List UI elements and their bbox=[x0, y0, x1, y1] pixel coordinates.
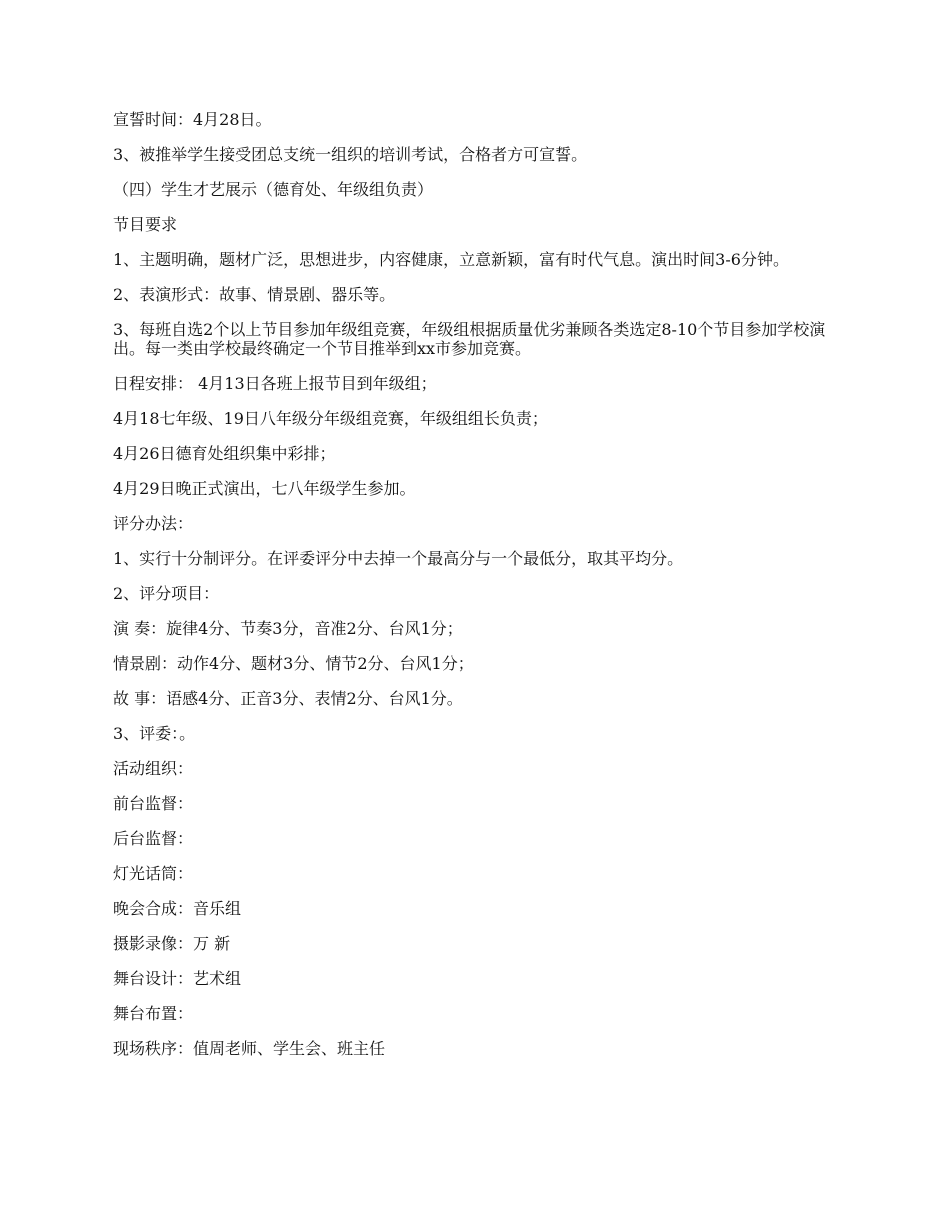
section-heading-talent-show: （四）学生才艺展示（德育处、年级组负责） bbox=[113, 180, 434, 199]
paragraph-schedule-competition: 4月18七年级、19日八年级分年级组竞赛，年级组组长负责； bbox=[113, 409, 548, 428]
paragraph-onsite-order: 现场秩序：值周老师、学生会、班主任 bbox=[113, 1039, 386, 1058]
paragraph-schedule: 日程安排： 4月13日各班上报节目到年级组； bbox=[113, 374, 437, 393]
subheading-scoring-method: 评分办法： bbox=[113, 514, 194, 533]
paragraph-score-drama: 情景剧：动作4分、题材3分、情节2分、台风1分； bbox=[113, 654, 474, 673]
paragraph-requirement-2: 2、表演形式：故事、情景剧、器乐等。 bbox=[113, 285, 396, 304]
paragraph-back-supervision: 后台监督： bbox=[113, 829, 194, 848]
paragraph-scoring-2: 2、评分项目： bbox=[113, 584, 220, 603]
paragraph-schedule-rehearsal: 4月26日德育处组织集中彩排； bbox=[113, 444, 336, 463]
paragraph-lighting-microphone: 灯光话筒： bbox=[113, 864, 194, 883]
paragraph-oath-time: 宣誓时间：4月28日。 bbox=[113, 110, 272, 129]
paragraph-activity-organization: 活动组织： bbox=[113, 759, 194, 778]
document-body bbox=[113, 110, 838, 1074]
paragraph-front-supervision: 前台监督： bbox=[113, 794, 194, 813]
paragraph-requirement-1: 1、主题明确，题材广泛，思想进步，内容健康，立意新颖，富有时代气息。演出时间3-6分钟。 bbox=[113, 250, 789, 269]
subheading-program-requirements: 节目要求 bbox=[113, 215, 178, 234]
paragraph-schedule-performance: 4月29日晚正式演出，七八年级学生参加。 bbox=[113, 479, 416, 498]
paragraph-requirement-3: 3、每班自选2个以上节目参加年级组竞赛，年级组根据质量优劣兼顾各类选定8-10个节目参加学校演出。每一类由学校最终确定一个节目推举到xx市参加竞赛。 bbox=[113, 320, 826, 358]
paragraph-scoring-1: 1、实行十分制评分。在评委评分中去掉一个最高分与一个最低分，取其平均分。 bbox=[113, 549, 684, 568]
paragraph-stage-design: 舞台设计：艺术组 bbox=[113, 969, 242, 988]
paragraph-gala-synthesis: 晚会合成：音乐组 bbox=[113, 899, 242, 918]
paragraph-photography: 摄影录像：万 新 bbox=[113, 934, 231, 953]
paragraph-score-instrumental: 演 奏：旋律4分、节奏3分，音准2分、台风1分； bbox=[113, 619, 463, 638]
paragraph-judges: 3、评委：。 bbox=[113, 724, 196, 743]
paragraph-score-story: 故 事：语感4分、正音3分、表情2分、台风1分。 bbox=[113, 689, 463, 708]
paragraph-training-exam: 3、被推举学生接受团总支统一组织的培训考试，合格者方可宣誓。 bbox=[113, 145, 588, 164]
paragraph-stage-setup: 舞台布置： bbox=[113, 1004, 194, 1023]
